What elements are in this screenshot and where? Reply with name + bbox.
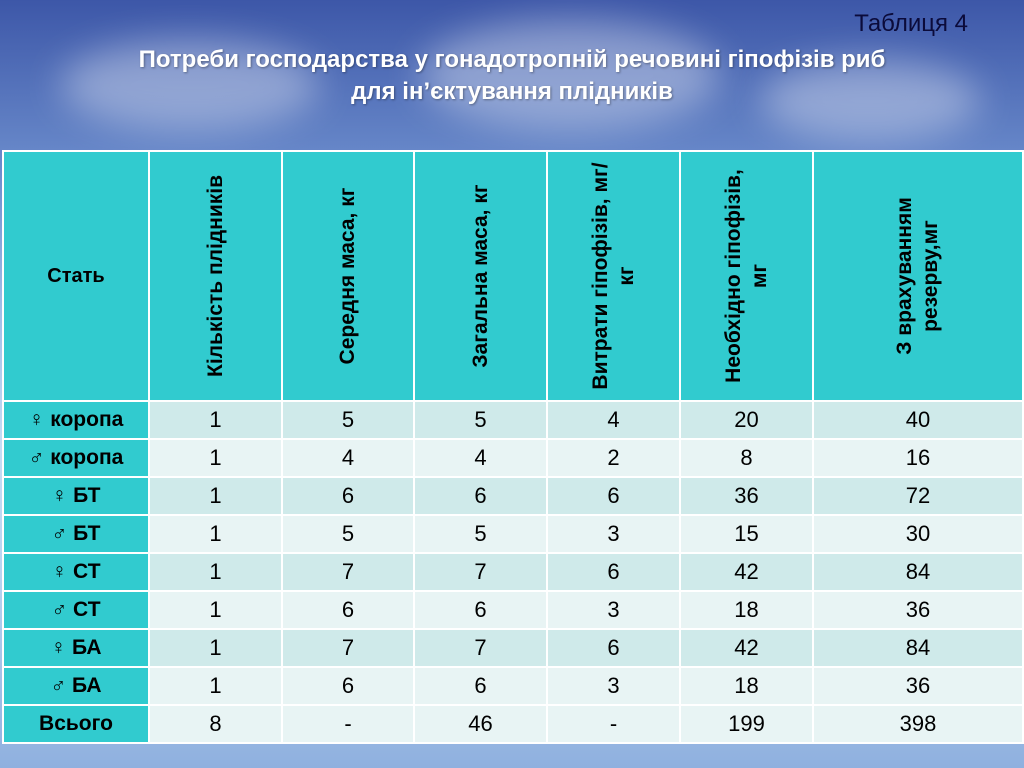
cell-avg-mass: 6 [282, 667, 414, 705]
cell-avg-mass: 5 [282, 515, 414, 553]
column-header-required [680, 151, 813, 401]
column-header-avg-mass-label: Середня маса, кг [336, 187, 359, 365]
table-header-row [3, 151, 1023, 401]
cell-required: 20 [680, 401, 813, 439]
cell-total-mass: 7 [414, 629, 547, 667]
cell-total-mass: 6 [414, 591, 547, 629]
cell-avg-mass: 5 [282, 401, 414, 439]
cell-required: 18 [680, 667, 813, 705]
cell-required: 36 [680, 477, 813, 515]
cell-total-mass: 6 [414, 667, 547, 705]
column-header-count-label: Кількість плідників [203, 175, 227, 377]
column-header-with-reserve-label: З врахуванням резерву,мг [893, 197, 942, 355]
table-row [3, 553, 1023, 591]
cell-total-label: Всього [3, 705, 149, 743]
column-header-count [149, 151, 282, 401]
cell-sex: ♂ коропа [3, 439, 149, 477]
column-header-sex: Стать [3, 151, 149, 401]
cell-count: 1 [149, 553, 282, 591]
table-row [3, 401, 1023, 439]
cell-with-reserve: 16 [813, 439, 1023, 477]
cell-count: 1 [149, 591, 282, 629]
cell-with-reserve: 84 [813, 553, 1023, 591]
cell-sex: ♀ БА [3, 629, 149, 667]
cell-avg-mass: - [282, 705, 414, 743]
cell-count: 1 [149, 515, 282, 553]
cell-consumption: - [547, 705, 680, 743]
table-row [3, 477, 1023, 515]
cell-sex: ♀ СТ [3, 553, 149, 591]
cell-consumption: 3 [547, 667, 680, 705]
cell-consumption: 4 [547, 401, 680, 439]
cell-total-mass: 4 [414, 439, 547, 477]
cell-consumption: 6 [547, 477, 680, 515]
cell-sex: ♀ коропа [3, 401, 149, 439]
cell-required: 199 [680, 705, 813, 743]
cell-sex: ♂ СТ [3, 591, 149, 629]
cell-count: 1 [149, 477, 282, 515]
column-header-consumption-label: Витрати гіпофізів, мг/кг [588, 162, 638, 390]
cell-consumption: 2 [547, 439, 680, 477]
cell-with-reserve: 36 [813, 667, 1023, 705]
cell-count: 1 [149, 439, 282, 477]
cell-total-mass: 6 [414, 477, 547, 515]
cell-required: 18 [680, 591, 813, 629]
cell-consumption: 6 [547, 629, 680, 667]
table-row [3, 591, 1023, 629]
cell-with-reserve: 72 [813, 477, 1023, 515]
column-header-total-mass [414, 151, 547, 401]
cell-required: 8 [680, 439, 813, 477]
cell-count: 1 [149, 629, 282, 667]
cell-total-mass: 7 [414, 553, 547, 591]
cell-count: 1 [149, 401, 282, 439]
cell-sex: ♂ БТ [3, 515, 149, 553]
table-number: Таблиця 4 [854, 10, 968, 37]
cell-count: 1 [149, 667, 282, 705]
cell-required: 42 [680, 629, 813, 667]
table-row [3, 515, 1023, 553]
slide-title [40, 44, 984, 108]
cell-total-mass: 5 [414, 401, 547, 439]
column-header-total-mass-label: Загальна маса, кг [468, 184, 492, 368]
table-row [3, 439, 1023, 477]
cell-avg-mass: 6 [282, 477, 414, 515]
slide-header [0, 0, 1024, 150]
column-header-required-label: Необхідно гіпофізів, мг [721, 169, 771, 383]
cell-sex: ♀ БТ [3, 477, 149, 515]
cell-consumption: 3 [547, 515, 680, 553]
table-total-row [3, 705, 1023, 743]
cell-avg-mass: 7 [282, 553, 414, 591]
cell-avg-mass: 7 [282, 629, 414, 667]
cell-with-reserve: 84 [813, 629, 1023, 667]
cell-required: 42 [680, 553, 813, 591]
table-row [3, 667, 1023, 705]
cell-total-mass: 46 [414, 705, 547, 743]
cell-consumption: 6 [547, 553, 680, 591]
cell-consumption: 3 [547, 591, 680, 629]
data-table [2, 150, 1024, 744]
cell-with-reserve: 398 [813, 705, 1023, 743]
cell-total-mass: 5 [414, 515, 547, 553]
column-header-avg-mass [282, 151, 414, 401]
table-row [3, 629, 1023, 667]
cell-with-reserve: 30 [813, 515, 1023, 553]
cell-with-reserve: 36 [813, 591, 1023, 629]
cell-avg-mass: 4 [282, 439, 414, 477]
cell-required: 15 [680, 515, 813, 553]
cell-sex: ♂ БА [3, 667, 149, 705]
column-header-consumption [547, 151, 680, 401]
title-line-2: для ін’єктування плідників [351, 78, 673, 105]
cell-with-reserve: 40 [813, 401, 1023, 439]
title-line-1: Потреби господарства у гонадотропній речовині гіпофізів риб [138, 46, 886, 73]
cell-count: 8 [149, 705, 282, 743]
column-header-with-reserve [813, 151, 1023, 401]
cell-avg-mass: 6 [282, 591, 414, 629]
